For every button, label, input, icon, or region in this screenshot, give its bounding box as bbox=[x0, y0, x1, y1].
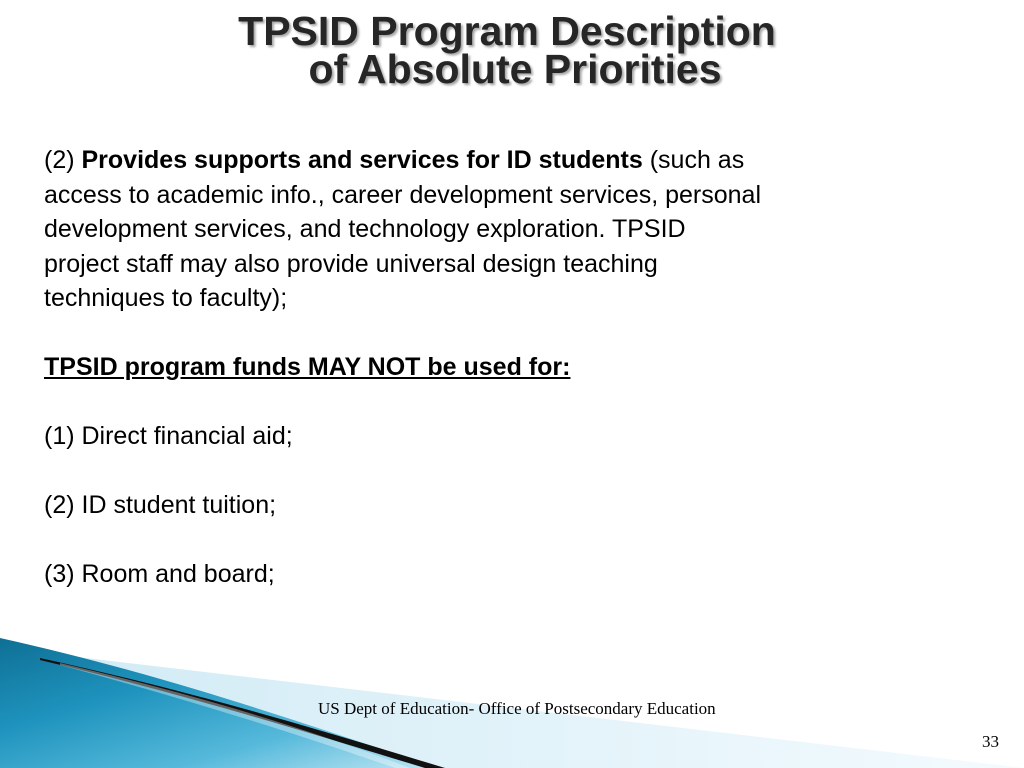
spacer bbox=[44, 454, 884, 489]
spacer bbox=[44, 385, 884, 420]
priority-line-3: development services, and technology exploration. TPSID bbox=[44, 215, 686, 243]
funds-item-3: (3) Room and board; bbox=[44, 560, 275, 588]
funds-item-2: (2) ID student tuition; bbox=[44, 491, 277, 519]
priority-line-1-rest: (such as bbox=[642, 146, 745, 174]
spacer bbox=[44, 523, 884, 558]
priority-paragraph bbox=[44, 143, 884, 178]
slide-title bbox=[0, 8, 1024, 92]
priority-line-5: techniques to faculty); bbox=[44, 284, 288, 312]
priority-number: (2) bbox=[44, 146, 82, 174]
priority-bold-phrase: Provides supports and services for ID students bbox=[81, 146, 643, 174]
funds-item-1: (1) Direct financial aid; bbox=[44, 422, 293, 450]
slide-body bbox=[44, 143, 884, 592]
slide-title-line-1: TPSID Program Description bbox=[238, 8, 776, 54]
footer-source: US Dept of Education- Office of Postsecondary Education bbox=[318, 699, 716, 718]
funds-heading: TPSID program funds MAY NOT be used for: bbox=[44, 353, 571, 381]
page-number: 33 bbox=[982, 732, 999, 751]
spacer bbox=[44, 316, 884, 351]
priority-line-2: access to academic info., career development services, personal bbox=[44, 180, 762, 209]
priority-line-4: project staff may also provide universal design teaching bbox=[44, 249, 658, 278]
slide-title-line-2: of Absolute Priorities bbox=[308, 46, 722, 92]
